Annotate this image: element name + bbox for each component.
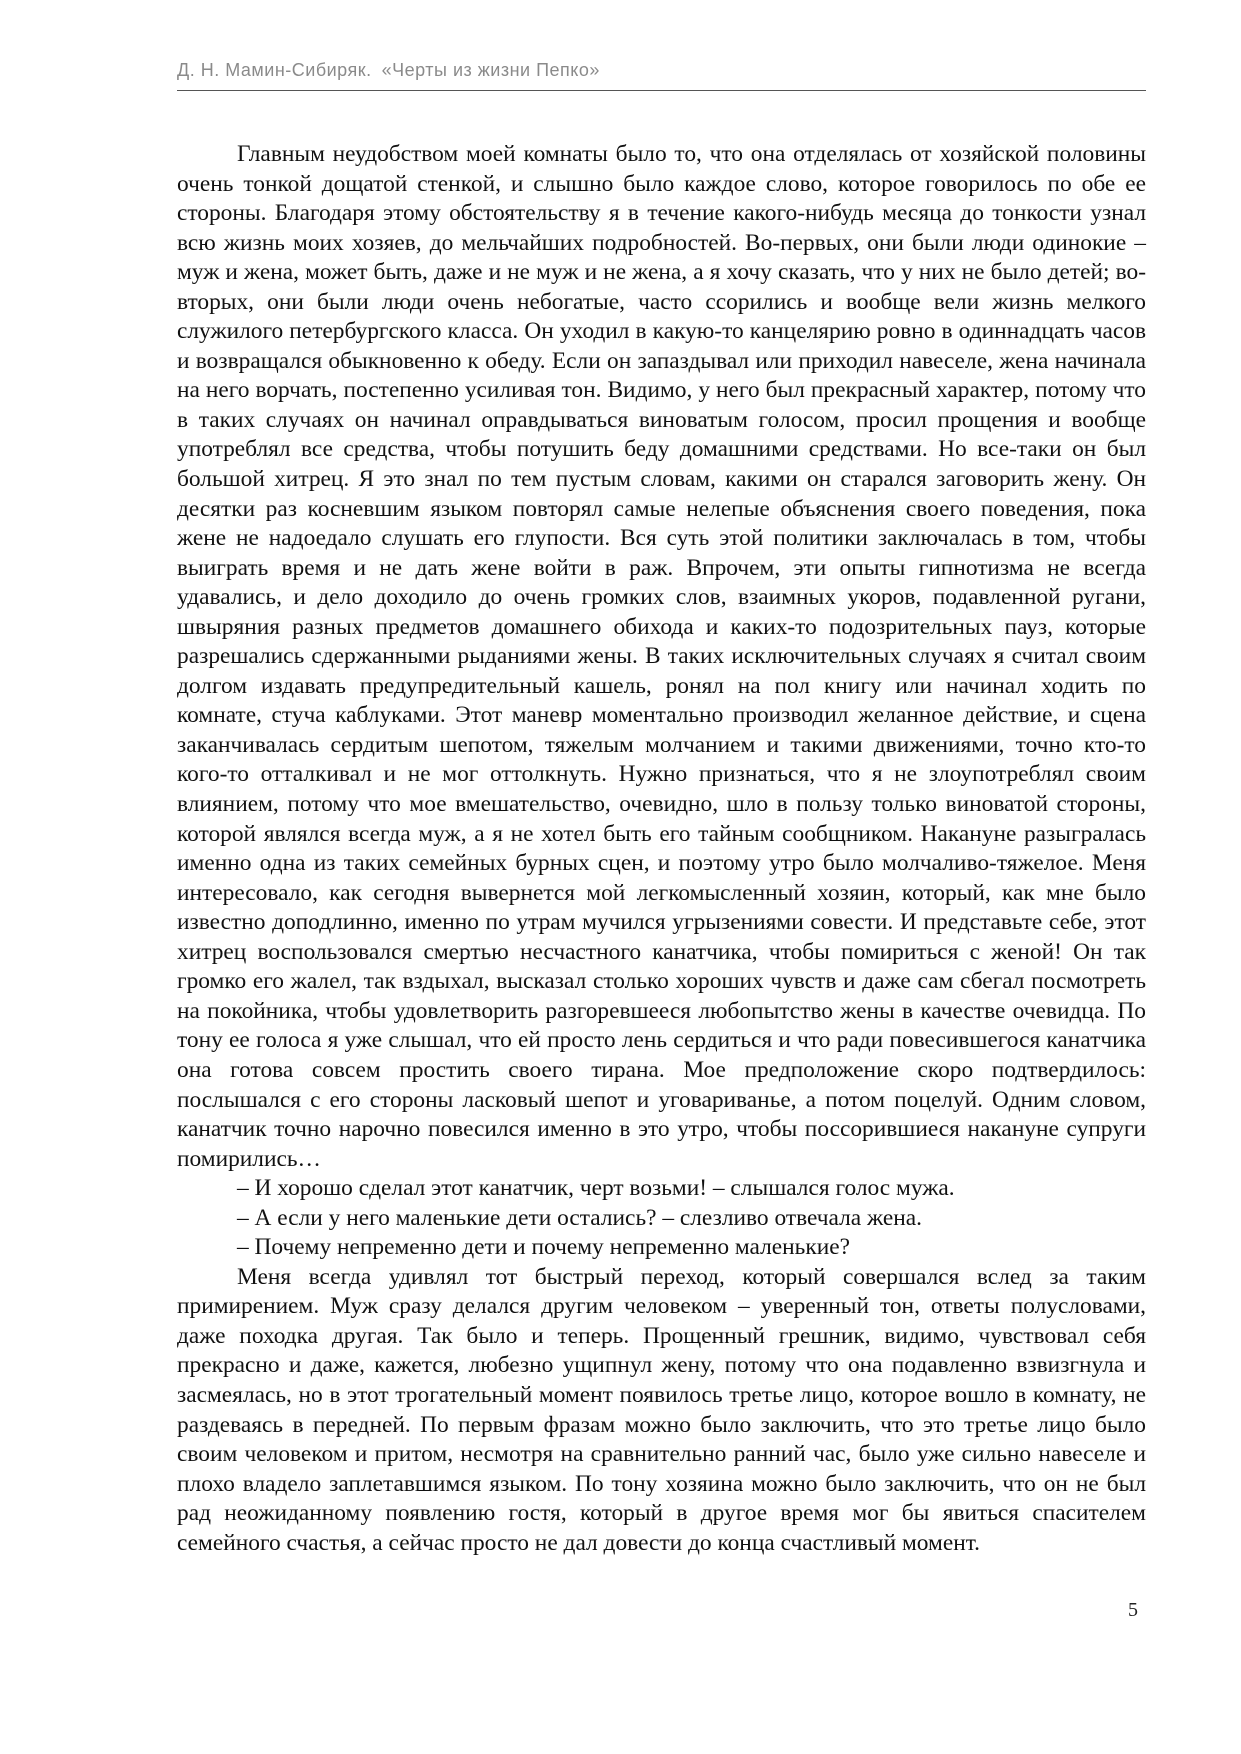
paragraph: Главным неудобством моей комнаты было то, что она отделялась от хозяйской половины очень тонкой дощатой стенкой, и слышно было каждое слово, которое говорилось по обе ее стороны. Благодаря этому обстоятельству я в течение какого-нибудь месяца до тонкости узнал всю жизнь моих хозяев, до мельчайших подробностей. Во-первых, они были люди одинокие – муж и жена, может быть, даже и не муж и не жена, а я хочу сказать, что у них не было детей; во-вторых, они были люди очень небогатые, часто ссорились и вообще вели жизнь мелкого служилого петербургского класса. Он уходил в какую-то канцелярию ровно в одиннадцать часов и возвращался обыкновенно к обеду. Если он запаздывал или приходил навеселе, жена начинала на него ворчать, постепенно усиливая тон. Видимо, у него был прекрасный характер, потому что в таких случаях он начинал оправдываться виноватым голосом, просил прощения и вообще употреблял все средства, чтобы потушить беду домашними средствами. Но все-таки он был большой хитрец. Я это знал по тем пустым словам, какими он старался заговорить жену. Он десятки раз косневшим языком повторял самые нелепые объяснения своего поведения, пока жене не надоедало слушать его глупости. Вся суть этой политики заключалась в том, чтобы выиграть время и не дать жене войти в раж. Впрочем, эти опыты гипнотизма не всегда удавались, и дело доходило до очень громких слов, взаимных укоров, подавленной ругани, швыряния разных предметов домашнего обихода и каких-то подозрительных пауз, которые разрешались сдержанными рыданиями жены. В таких исключительных случаях я считал своим долгом издавать предупредительный кашель, ронял на пол книгу или начинал ходить по комнате, стуча каблуками. Этот маневр моментально производил желанное действие, и сцена заканчивалась сердитым шепотом, тяжелым молчанием и такими движениями, точно кто-то кого-то отталкивал и не мог оттолкнуть. Нужно признаться, что я не злоупотреблял своим влиянием, потому что мое вмешательство, очевидно, шло в пользу только виноватой стороны, которой являлся всегда муж, а я не хотел быть его тайным сообщником. Накануне разыгралась именно одна из таких семейных бурных сцен, и поэтому утро было молчаливо-тяжелое. Меня интересовало, как сегодня вывернется мой легкомысленный хозяин, который, как мне было известно доподлинно, именно по утрам мучился угрызениями совести. И представьте себе, этот хитрец воспользовался смертью несчастного канатчика, чтобы помириться с женой! Он так громко его жалел, так вздыхал, высказал столько хороших чувств и даже сам сбегал посмотреть на покойника, чтобы удовлетворить разгоревшееся любопытство жены в качестве очевидца. По тону ее голоса я уже слышал, что ей просто лень сердиться и что ради повесившегося канатчика она готова совсем простить своего тирана. Мое предположение скоро подтвердилось: послышался с его стороны ласковый шепот и уговариванье, а потом поцелуй. Одним словом, канатчик точно нарочно повесился именно в это утро, чтобы поссорившиеся накануне супруги помирились…: [177, 141, 1146, 1172]
header-author: Д. Н. Мамин-Сибиряк.: [177, 60, 372, 80]
dialogue-line: – А если у него маленькие дети остались? – слезливо отвечала жена.: [237, 1204, 923, 1231]
paragraph: Меня всегда удивлял тот быстрый переход, который совершался вслед за таким примирением. Муж сразу делался другим человеком – уверенный тон, ответы полусловами, даже походка другая. Так было и теперь. Прощенный грешник, видимо, чувствовал себя прекрасно и даже, кажется, любезно ущипнул жену, потому что она подавленно взвизгнула и засмеялась, но в этот трогательный момент появилось третье лицо, которое вошло в комнату, не раздеваясь в передней. По первым фразам можно было заключить, что это третье лицо было своим человеком и притом, несмотря на сравнительно ранний час, было уже сильно навеселе и плохо владело заплетавшимся языком. По тону хозяина можно было заключить, что он не был рад неожиданному появлению гостя, который в другое время мог бы явиться спасителем семейного счастья, а сейчас просто не дал довести до конца счастливый момент.: [177, 1263, 1146, 1556]
body-text: [177, 140, 1146, 1558]
dialogue-line: – И хорошо сделал этот канатчик, черт возьми! – слышался голос мужа.: [237, 1175, 955, 1202]
running-header: [177, 56, 1146, 91]
page-number: 5: [1128, 1599, 1138, 1621]
dialogue-line: – Почему непременно дети и почему непременно маленькие?: [237, 1234, 850, 1261]
header-title: «Черты из жизни Пепко»: [381, 60, 600, 80]
